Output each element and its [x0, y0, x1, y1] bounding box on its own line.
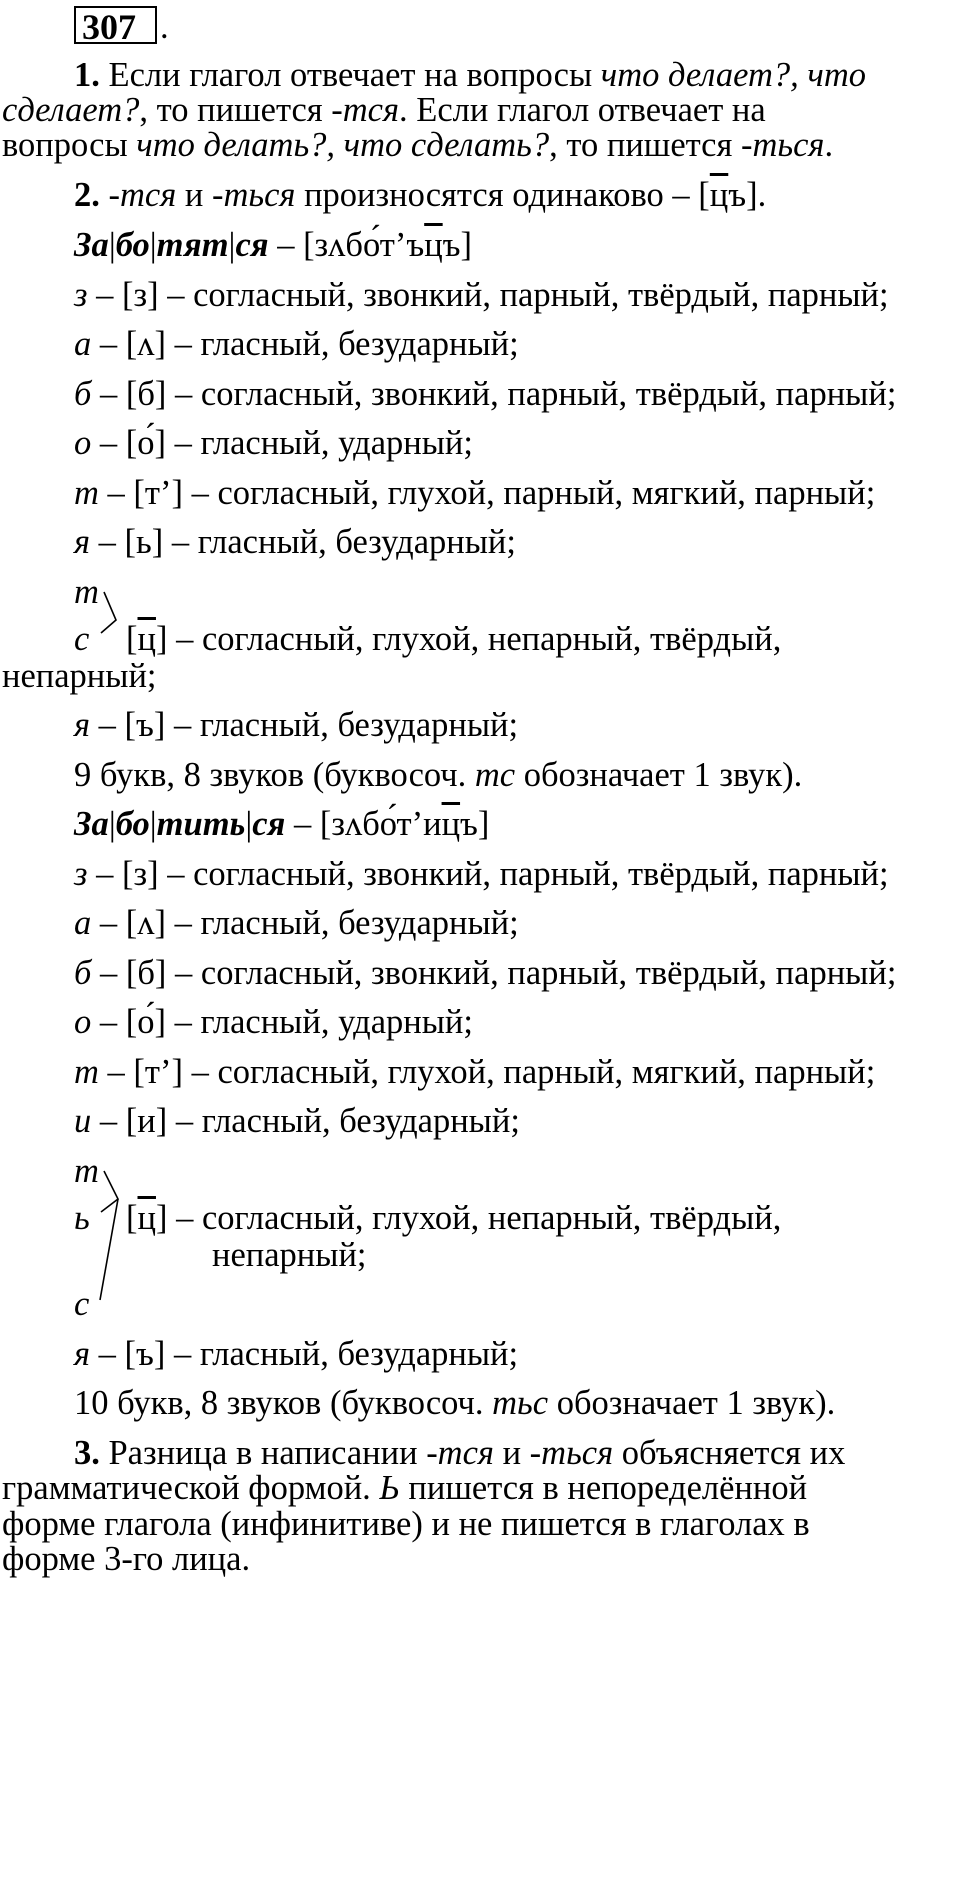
- word1-line-3: б – [б] – согласный, звонкий, парный, твёрдый, парный;: [74, 375, 897, 413]
- p2-line: 2. -тся и -ться произносятся одинаково – [цъ].: [74, 176, 767, 214]
- word1-line-2: а – [ʌ] – гласный, безударный;: [74, 325, 519, 363]
- word2-count: 10 букв, 8 звуков (буквосоч. тьс обозначает 1 звук).: [74, 1384, 836, 1422]
- word1-line-1: з – [з] – согласный, звонкий, парный, твёрдый, парный;: [74, 276, 889, 314]
- word2-line-5: т – [т’] – согласный, глухой, парный, мягкий, парный;: [74, 1053, 876, 1091]
- p3-line-4: форме 3-го лица.: [2, 1540, 251, 1578]
- word2-line-6: и – [и] – гласный, безударный;: [74, 1102, 520, 1140]
- exercise-number: 307: [82, 7, 136, 47]
- p1-line-2: сделает?, то пишется -тся. Если глагол отвечает на: [2, 91, 766, 129]
- word2-line-1: з – [з] – согласный, звонкий, парный, твёрдый, парный;: [74, 855, 889, 893]
- word2-line-2: а – [ʌ] – гласный, безударный;: [74, 904, 519, 942]
- word1-group-continuation: непарный;: [2, 657, 157, 695]
- word1-line-last: я – [ъ] – гласный, безударный;: [74, 706, 519, 744]
- word1-line-6: я – [ь] – гласный, безударный;: [74, 523, 516, 561]
- word2-group-letter-s: с: [74, 1285, 90, 1323]
- word2-line-4: о – [о́] – гласный, ударный;: [74, 1003, 473, 1041]
- word1-group-line: [ц] – согласный, глухой, непарный, твёрдый,: [126, 620, 782, 658]
- word1-group-letter-t: т: [74, 573, 99, 611]
- word2-heading: За|бо|тить|ся – [зʌбо́т’ицъ]: [74, 805, 490, 843]
- word2-group-line: [ц] – согласный, глухой, непарный, твёрдый,: [126, 1199, 782, 1237]
- p3-line-3: форме глагола (инфинитиве) и не пишется в глаголах в: [2, 1505, 810, 1543]
- p1-line-3: вопросы что делать?, что сделать?, то пишется -ться.: [2, 126, 834, 164]
- word2-line-last: я – [ъ] – гласный, безударный;: [74, 1335, 519, 1373]
- word1-line-5: т – [т’] – согласный, глухой, парный, мягкий, парный;: [74, 474, 876, 512]
- word2-group-letter-soft: ь: [74, 1199, 90, 1237]
- word2-group-letter-t: т: [74, 1152, 99, 1190]
- p1-line-1: 1. Если глагол отвечает на вопросы что делает?, что: [74, 56, 866, 94]
- word2-group-continuation: непарный;: [212, 1236, 367, 1274]
- exercise-number-dot: .: [160, 8, 169, 46]
- p3-line-2: грамматической формой. Ь пишется в непоределённой: [2, 1469, 808, 1507]
- word2-line-3: б – [б] – согласный, звонкий, парный, твёрдый, парный;: [74, 954, 897, 992]
- word1-group-letter-s: с: [74, 620, 90, 658]
- word1-heading: За|бо|тят|ся – [зʌбо́т’ъцъ]: [74, 226, 472, 264]
- word1-line-4: о – [о́] – гласный, ударный;: [74, 424, 473, 462]
- word1-count: 9 букв, 8 звуков (буквосоч. тс обозначает 1 звук).: [74, 756, 803, 794]
- p3-line-1: 3. Разница в написании -тся и -ться объясняется их: [74, 1434, 846, 1472]
